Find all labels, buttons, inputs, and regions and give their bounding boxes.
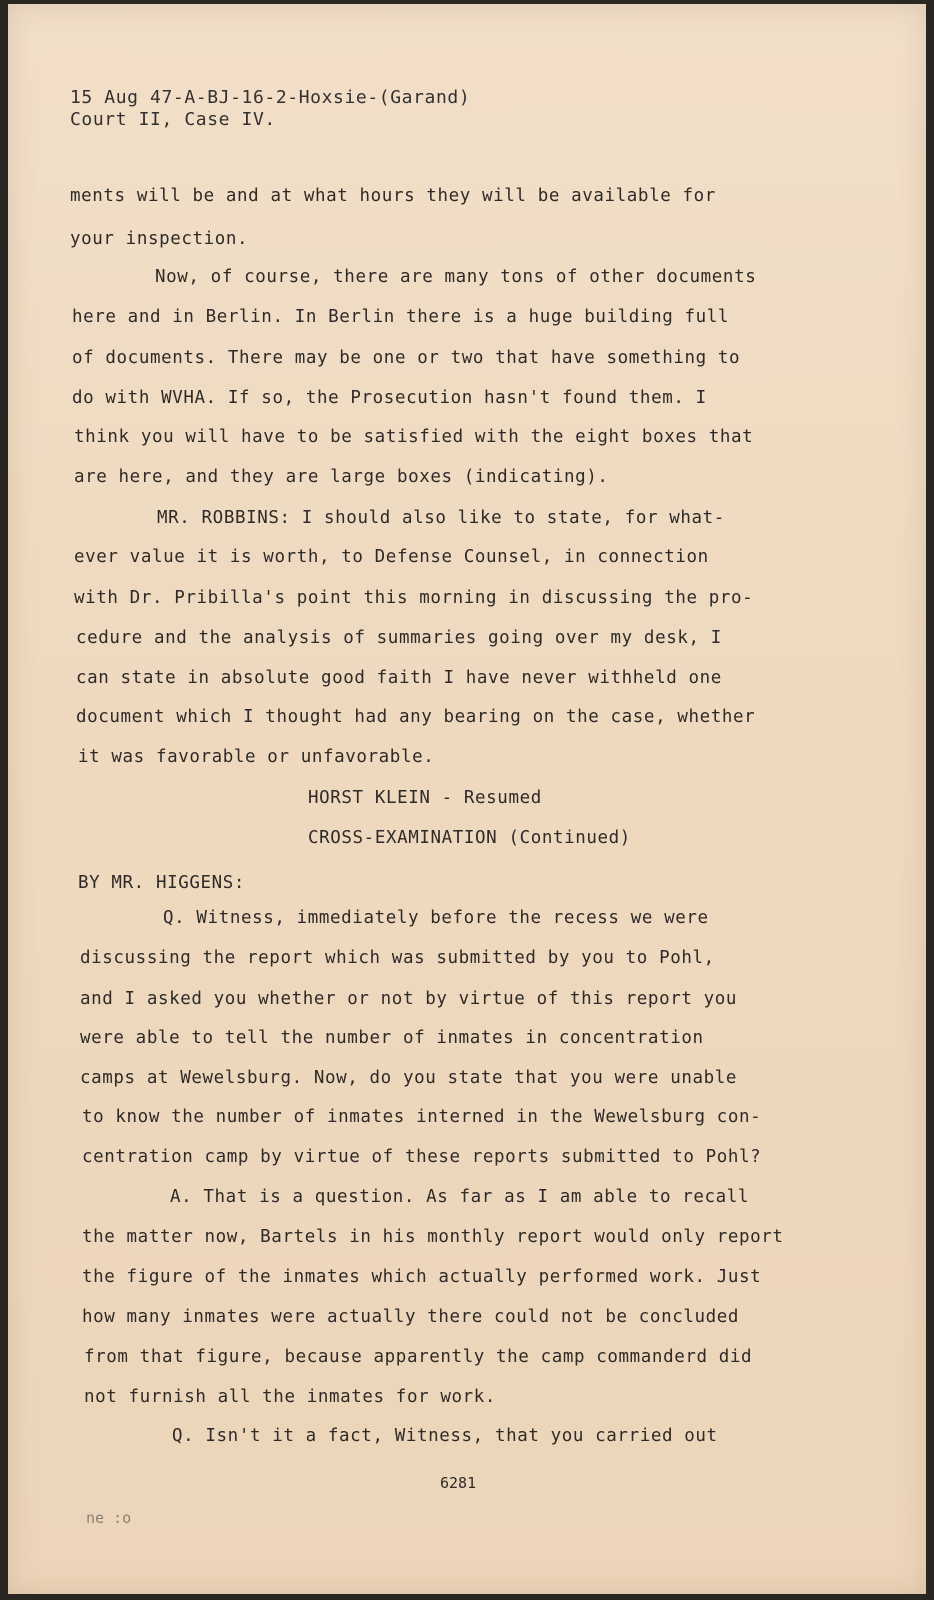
text-line: how many inmates were actually there could not be concluded (82, 1307, 740, 1327)
section-heading: CROSS-EXAMINATION (Continued) (308, 828, 631, 848)
text-line: do with WVHA. If so, the Prosecution hasn't found them. I (72, 388, 707, 408)
text-line: think you will have to be satisfied with the eight boxes that (74, 427, 754, 447)
text-line: your inspection. (70, 229, 249, 249)
court-case-header: Court II, Case IV. (70, 109, 276, 130)
text-line: and I asked you whether or not by virtue of this report you (80, 989, 738, 1009)
text-line: MR. ROBBINS: I should also like to state, for what- (157, 508, 725, 528)
text-line: the figure of the inmates which actually performed work. Just (82, 1267, 762, 1287)
text-line: ments will be and at what hours they will be available for (70, 186, 716, 206)
text-line: centration camp by virtue of these reports submitted to Pohl? (82, 1147, 762, 1167)
text-line: can state in absolute good faith I have never withheld one (76, 668, 722, 688)
text-line: the matter now, Bartels in his monthly report would only report (82, 1227, 784, 1247)
text-line: are here, and they are large boxes (indicating). (74, 467, 609, 487)
text-line: document which I thought had any bearing on the case, whether (76, 707, 756, 727)
text-line: with Dr. Pribilla's point this morning in discussing the pro- (74, 588, 754, 608)
text-line: ever value it is worth, to Defense Counsel, in connection (74, 547, 709, 567)
text-line: A. That is a question. As far as I am able to recall (170, 1187, 750, 1207)
text-line: of documents. There may be one or two that have something to (72, 348, 741, 368)
document-page (8, 4, 926, 1594)
witness-heading: HORST KLEIN - Resumed (308, 788, 542, 808)
text-line: camps at Wewelsburg. Now, do you state that you were unable (80, 1068, 738, 1088)
text-line: were able to tell the number of inmates in concentration (80, 1028, 704, 1048)
text-line: from that figure, because apparently the camp commanderd did (84, 1347, 753, 1367)
text-line: not furnish all the inmates for work. (84, 1387, 497, 1407)
text-line: Q. Isn't it a fact, Witness, that you carried out (172, 1426, 718, 1446)
typist-initials: ne :o (86, 1509, 132, 1527)
text-line: to know the number of inmates interned in the Wewelsburg con- (82, 1107, 762, 1127)
text-line: it was favorable or unfavorable. (78, 747, 435, 767)
text-line: discussing the report which was submitted by you to Pohl, (80, 948, 715, 968)
page-number: 6281 (440, 1474, 477, 1492)
examiner-heading: BY MR. HIGGENS: (78, 873, 246, 893)
text-line: Q. Witness, immediately before the recess we were (163, 908, 709, 928)
case-reference-header: 15 Aug 47-A-BJ-16-2-Hoxsie-(Garand) (70, 87, 471, 108)
text-line: here and in Berlin. In Berlin there is a huge building full (72, 307, 730, 327)
text-line: Now, of course, there are many tons of other documents (155, 267, 757, 287)
text-line: cedure and the analysis of summaries going over my desk, I (76, 628, 722, 648)
